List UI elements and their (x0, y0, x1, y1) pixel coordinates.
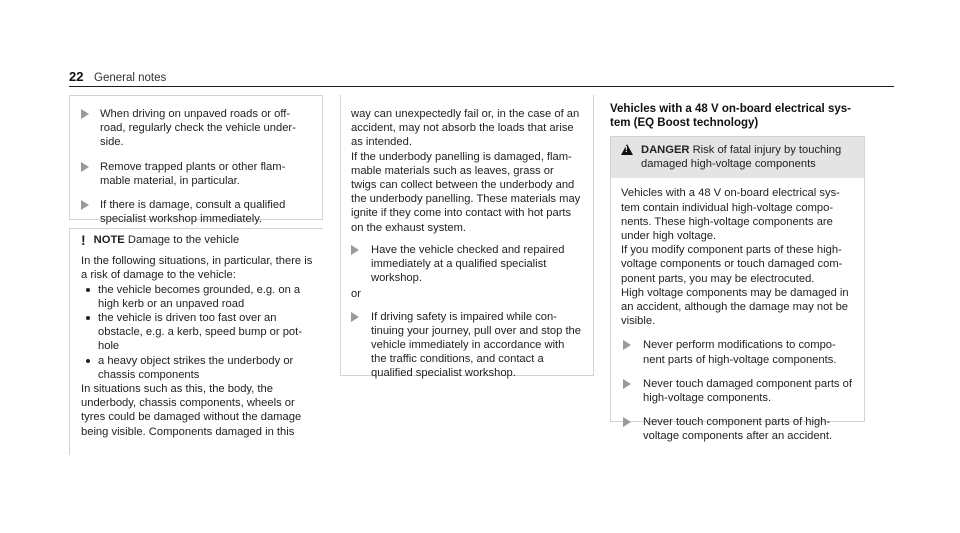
list-item (81, 311, 317, 354)
note-intro: In the following situations, in particular, there is a risk of damage to the vehicle: (81, 255, 313, 282)
step-item (70, 107, 312, 150)
paragraph: If you modify component parts of these high-voltage components or touch damaged com-ponent parts, you may be electrocuted. (621, 244, 843, 285)
note-continuation-box (340, 95, 594, 380)
step-item (70, 160, 312, 188)
step-text: Never touch damaged component parts of high-voltage components. (643, 377, 852, 405)
offroad-steps-box (69, 95, 323, 226)
note-header (70, 229, 323, 251)
step-text: When driving on unpaved roads or off-road, regularly check the vehicle under-side. (100, 108, 296, 149)
note-label: NOTE (93, 234, 125, 246)
arrow-right-icon (623, 340, 631, 350)
paragraph: High voltage components may be damaged in an accident, although the damage may not be visible. (621, 286, 849, 328)
paragraph: Vehicles with a 48 V on-board electrical sys-tem contain individual high-voltage compo-nents. These high-voltage components are under high voltage. (621, 187, 840, 243)
note-box (69, 228, 323, 455)
bullet-icon (86, 359, 90, 363)
note-title: Damage to the vehicle (127, 234, 240, 246)
step-item (621, 415, 854, 443)
danger-label: DANGER (641, 144, 690, 156)
step-text: Have the vehicle checked and repaired immediately at a qualified specialist workshop. (371, 243, 565, 285)
note-exclamation-icon: ! (81, 232, 86, 248)
step-item (351, 243, 581, 286)
heading-line: tem (EQ Boost technology) (610, 117, 759, 129)
list-item-text: the vehicle is driven too fast over an obstacle, e.g. a kerb, speed bump or pot-hole (98, 312, 302, 353)
list-item (81, 354, 317, 382)
step-item (621, 338, 854, 366)
arrow-right-icon (81, 109, 89, 119)
step-text: If driving safety is impaired while con-tinuing your journey, pull over and stop the vehicle immediately in accordance with the traffic conditions, and contact a qualified specialist workshop. (371, 310, 581, 380)
warning-exclamation: ! (625, 145, 628, 154)
list-item-text: the vehicle becomes grounded, e.g. on a high kerb or an unpaved road (98, 283, 301, 310)
arrow-right-icon (81, 162, 89, 172)
note-body (70, 251, 328, 439)
section-title: General notes (94, 72, 167, 84)
danger-body (611, 178, 864, 443)
step-item (70, 198, 312, 226)
arrow-right-icon (81, 200, 89, 210)
note-outro: In situations such as this, the body, the underbody, chassis components, wheels or tyres could be damaged without the damage being visible. Components damaged in this (81, 383, 302, 438)
list-item-text: a heavy object strikes the underbody or chassis components (98, 354, 294, 381)
paragraph: way can unexpectedly fail or, in the case of an accident, may not absorb the loads that arise as intended. (351, 108, 580, 149)
arrow-right-icon (351, 312, 359, 322)
page-number: 22 (69, 69, 84, 84)
danger-header (611, 137, 864, 178)
heading-line: Vehicles with a 48 V on-board electrical sys- (610, 103, 851, 115)
step-item (621, 377, 854, 405)
header-rule (69, 86, 894, 87)
bullet-icon (86, 316, 90, 320)
step-text: Never perform modifications to compo-nent parts of high-voltage components. (643, 339, 837, 366)
step-text: If there is damage, consult a qualified specialist workshop immediately. (100, 199, 286, 226)
section-heading (610, 102, 870, 130)
bullet-icon (86, 288, 90, 292)
arrow-right-icon (351, 245, 359, 255)
list-item (81, 283, 317, 311)
danger-title: Risk of fatal injury by touching damaged high-voltage components (641, 144, 842, 171)
arrow-right-icon (623, 417, 631, 427)
step-text: Remove trapped plants or other flam-mable material, in particular. (100, 160, 286, 187)
danger-box (610, 136, 865, 443)
step-item (351, 310, 581, 381)
arrow-right-icon (623, 379, 631, 389)
step-text: Never touch component parts of high-voltage components after an accident. (643, 416, 833, 443)
paragraph: If the underbody panelling is damaged, flam-mable materials such as leaves, grass or twigs can collect between the underbody and the underbody panelling. These materials may ignite if they come into contact with hot parts on the exhaust system. (351, 150, 581, 234)
or-text: or (351, 288, 361, 301)
